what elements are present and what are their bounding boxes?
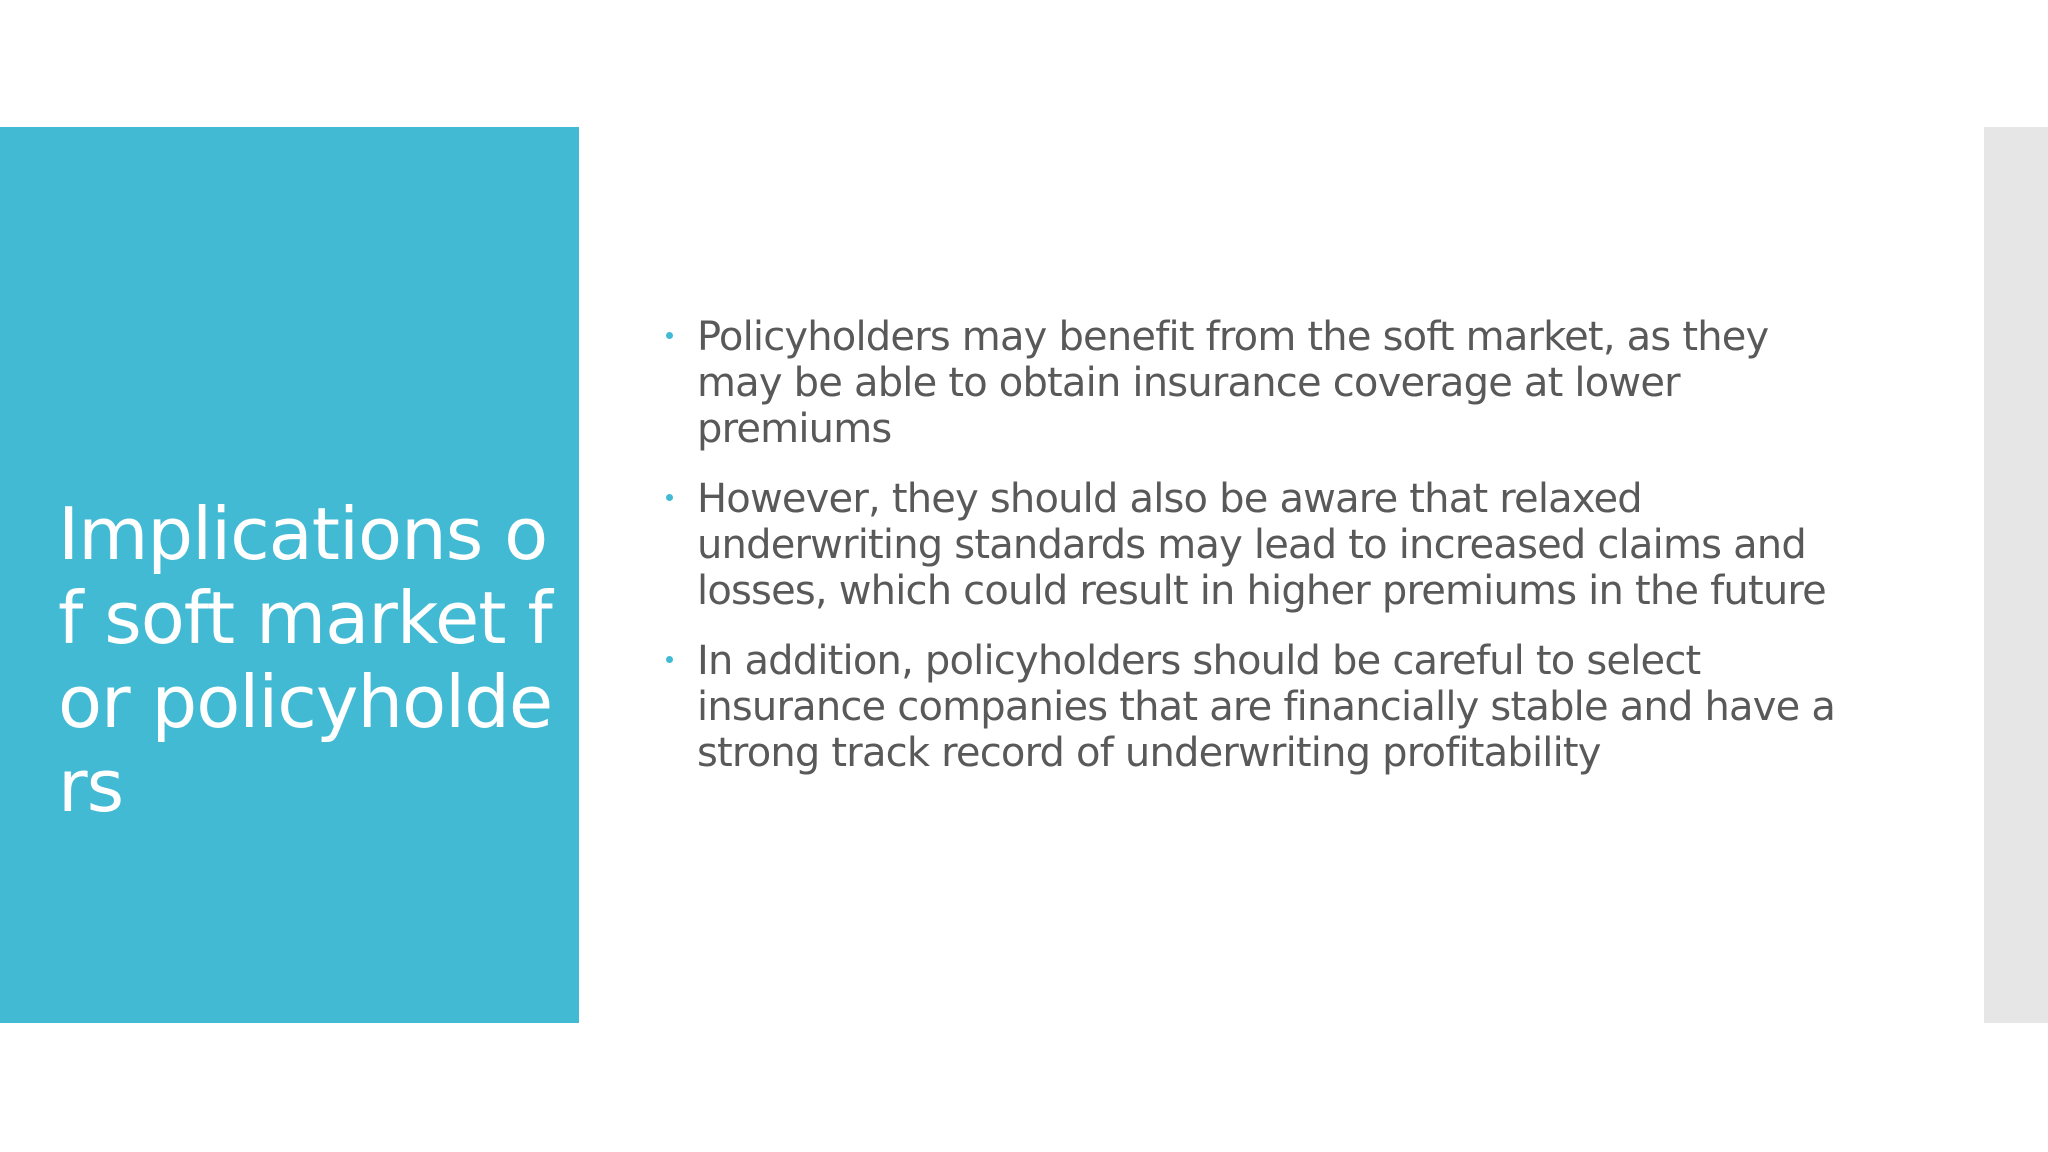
bullet-dot-icon: [666, 494, 673, 501]
bullet-dot-icon: [666, 656, 673, 663]
bullet-list: [664, 314, 1864, 800]
bullet-text: Policyholders may benefit from the soft market, as they may be able to obtain insurance coverage at lower premiums: [697, 314, 1769, 452]
slide-title: Implications of soft market for policyholders: [58, 492, 553, 828]
bullet-item: [664, 638, 1864, 776]
side-strip: [1984, 127, 2048, 1023]
bullet-item: [664, 476, 1864, 614]
bullet-text: In addition, policyholders should be careful to select insurance companies that are financially stable and have a strong track record of underwriting profitability: [697, 638, 1836, 776]
bullet-dot-icon: [666, 332, 673, 339]
bullet-text: However, they should also be aware that relaxed underwriting standards may lead to increased claims and losses, which could result in higher premiums in the future: [697, 476, 1826, 614]
title-panel: [0, 127, 579, 1023]
bullet-item: [664, 314, 1864, 452]
